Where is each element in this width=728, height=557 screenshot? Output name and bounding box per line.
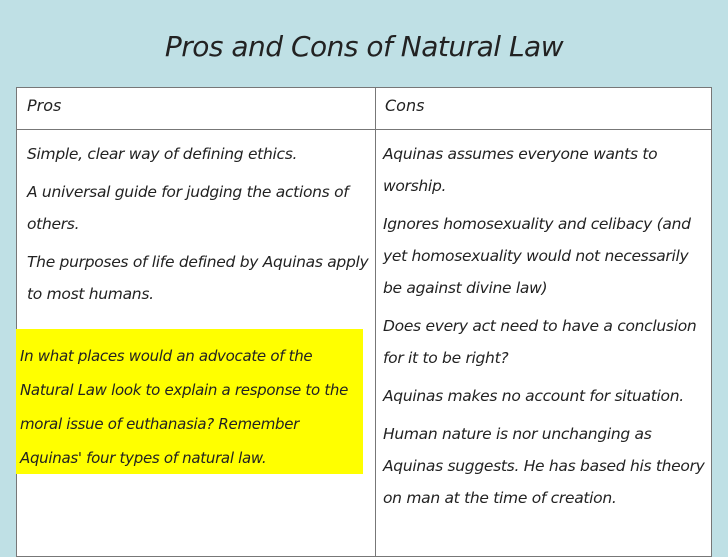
cons-item: Ignores homosexuality and celibacy (and yet homosexuality would not necessarily be against divine law) (383, 215, 691, 297)
pros-item: The purposes of life defined by Aquinas apply to most humans. (27, 253, 369, 303)
pros-column (27, 138, 372, 316)
pros-item: Simple, clear way of defining ethics. (27, 145, 298, 163)
pros-header: Pros (27, 96, 62, 115)
euthanasia-question-note: In what places would an advocate of the Natural Law look to explain a response to the moral issue of euthanasia? Remember Aquinas' four types of natural law. (16, 329, 363, 474)
slide-title: Pros and Cons of Natural Law (164, 30, 564, 63)
header-divider (17, 129, 711, 130)
pros-cons-table (16, 87, 712, 557)
column-divider (375, 88, 376, 556)
cons-item: Aquinas makes no account for situation. (383, 387, 684, 405)
cons-header: Cons (385, 96, 425, 115)
cons-item: Does every act need to have a conclusion for it to be right? (383, 317, 697, 367)
cons-column (383, 138, 707, 520)
cons-item: Aquinas assumes everyone wants to worship. (383, 145, 658, 195)
pros-item: A universal guide for judging the actions of others. (27, 183, 349, 233)
cons-item: Human nature is nor unchanging as Aquinas suggests. He has based his theory on man at the time of creation. (383, 425, 705, 507)
